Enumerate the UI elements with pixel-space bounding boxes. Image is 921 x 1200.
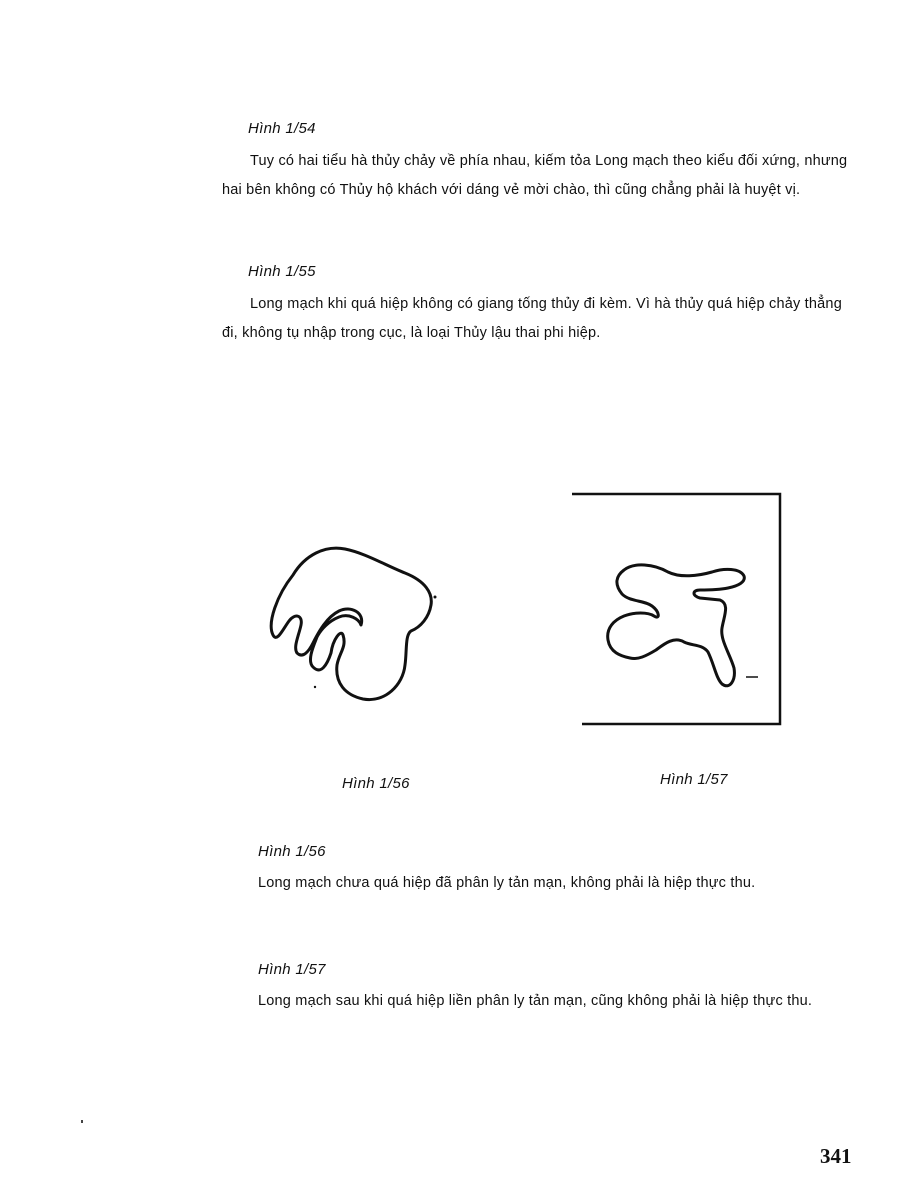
caption-hinh-1-54: Hình 1/54 <box>248 120 316 137</box>
figure-caption-hinh-1-56: Hình 1/56 <box>342 775 410 792</box>
scan-mark <box>81 1120 83 1123</box>
figure-1-57-frame <box>572 494 780 724</box>
paragraph-hinh-1-54: Tuy có hai tiểu hà thủy chảy về phía nhau, kiếm tỏa Long mạch theo kiểu đối xứng, nhưng hai bên không có Thủy hộ khách với dáng vẻ mời chào, thì cũng chẳng phải là huyệt vị. <box>222 153 848 198</box>
figure-hinh-1-57 <box>568 484 788 734</box>
paragraph-hinh-1-55: Long mạch khi quá hiệp không có giang tống thủy đi kèm. Vì hà thủy quá hiệp chảy thẳng đi, không tụ nhập trong cục, là loại Thủy lậu thai phi hiệp. <box>222 296 842 341</box>
paragraph-hinh-1-57: Long mạch sau khi quá hiệp liền phân ly tản mạn, cũng không phải là hiệp thực thu. <box>258 993 813 1009</box>
figure-1-56-outline <box>271 548 431 699</box>
paragraph-hinh-1-56: Long mạch chưa quá hiệp đã phân ly tản mạn, không phải là hiệp thực thu. <box>258 875 756 891</box>
figure-1-57-outline <box>608 565 745 686</box>
page-number: 341 <box>820 1144 852 1168</box>
figure-hinh-1-56 <box>255 535 455 715</box>
caption-hinh-1-55: Hình 1/55 <box>248 263 316 280</box>
figure-caption-hinh-1-57: Hình 1/57 <box>660 771 728 788</box>
caption-hinh-1-56: Hình 1/56 <box>258 843 326 860</box>
caption-hinh-1-57: Hình 1/57 <box>258 961 326 978</box>
